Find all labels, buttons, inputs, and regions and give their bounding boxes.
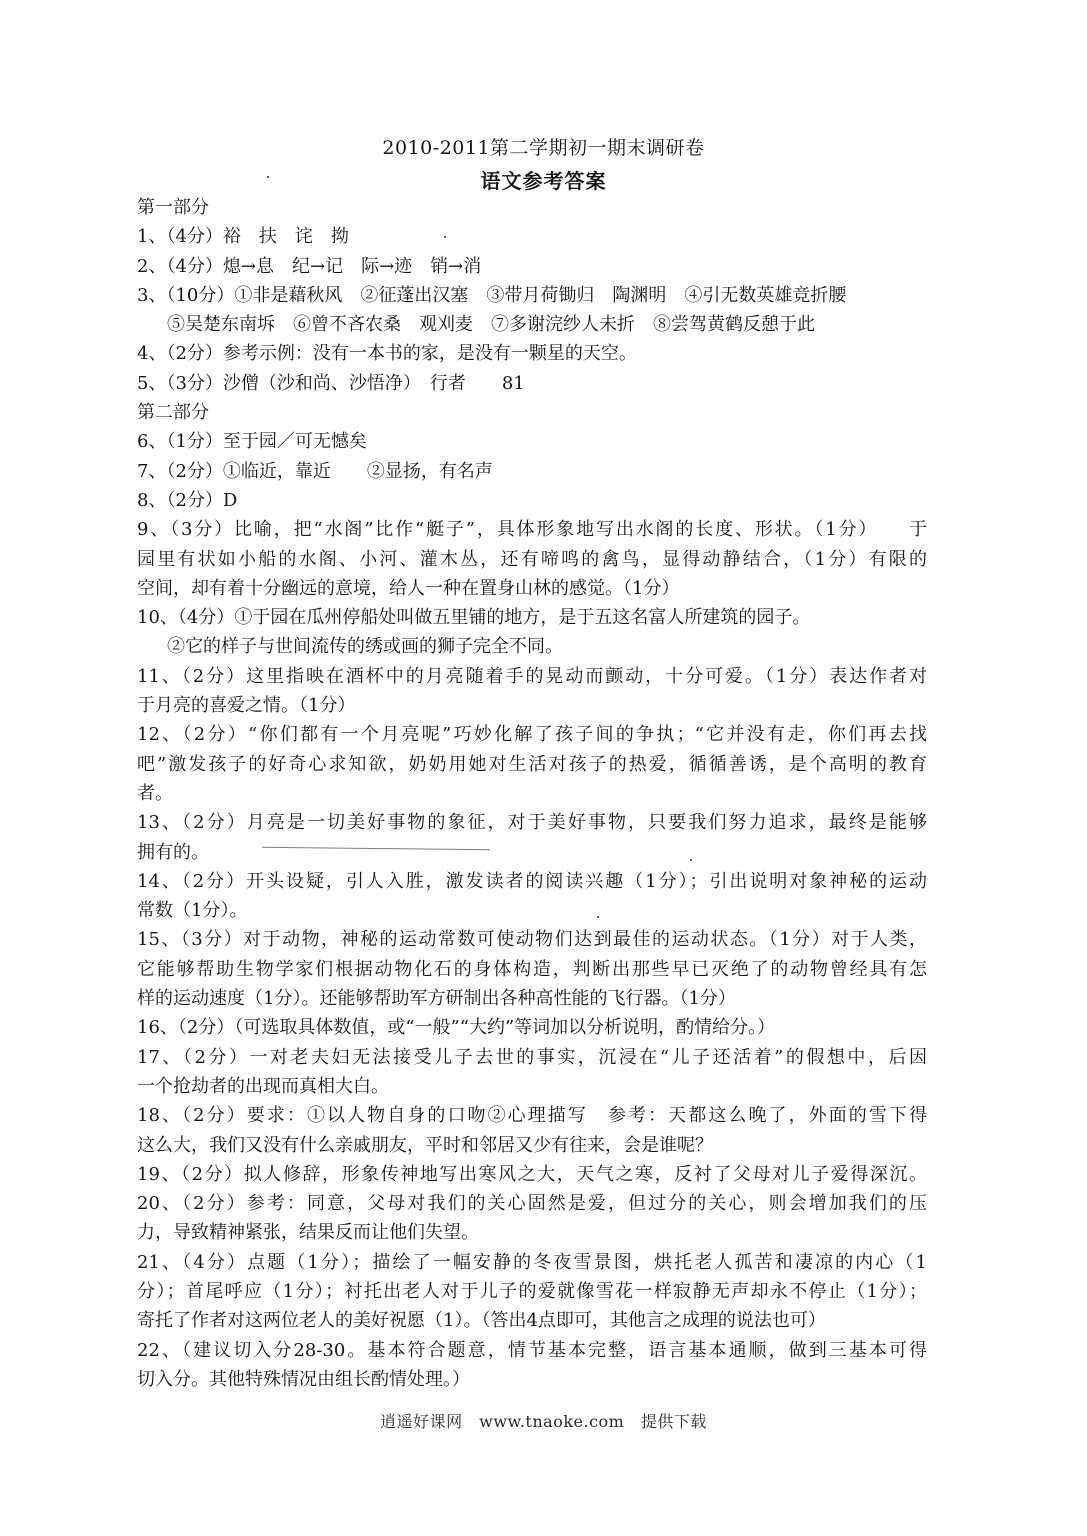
answer-line: 园里有状如小船的水阁、小河、灌木丛，还有啼鸣的禽鸟，显得动静结合，（1分）有限的 [137,548,927,570]
answer-line: 22、（建议切入分28-30。基本符合题意，情节基本完整，语言基本通顺，做到三基本可得 [137,1339,927,1361]
scan-speck [267,176,269,178]
answer-line: 2、（4分）熄→息 纪→记 际→迹 销→消 [137,255,482,277]
answer-line: 者。 [137,782,173,804]
answer-line: 于月亮的喜爱之情。（1分） [137,695,356,717]
answer-line: 15、（3分）对于动物，神秘的运动常数可使动物们达到最佳的运动状态。（1分）对于人类， [137,929,927,951]
answer-line: 这么大，我们又没有什么亲戚朋友，平时和邻居又少有往来，会是谁呢？ [137,1134,713,1156]
answer-line: 4、（2分）参考示例：没有一本书的家，是没有一颗星的天空。 [137,343,637,365]
answer-line: 空间，却有着十分幽远的意境，给人一种在置身山林的感觉。（1分） [137,577,680,599]
scan-speck [444,236,446,238]
answer-line: 样的运动速度（1分）。还能够帮助军方研制出各种高性能的飞行器。（1分） [137,988,736,1010]
answer-line: 21、（4分）点题（1分）；描绘了一幅安静的冬夜雪景图，烘托老人孤苦和凄凉的内心（1 [137,1251,927,1273]
answer-line: 8、（2分）D [137,489,238,511]
answer-line: 6、（1分）至于园／可无憾矣 [137,431,367,453]
answer-line: 常数（1分）。 [137,900,248,922]
answer-line: 切入分。其他特殊情况由组长酌情处理。） [137,1368,470,1390]
answer-line: 14、（2分）开头设疑，引人入胜，激发读者的阅读兴趣（1分）；引出说明对象神秘的运动 [137,870,927,892]
scan-speck [597,916,599,918]
answer-line: 力，导致精神紧张，结果反而让他们失望。 [137,1222,479,1244]
scan-speck [690,859,692,861]
section-heading: 第一部分 [137,197,209,218]
answer-line: 一个抢劫者的出现而真相大白。 [137,1075,389,1097]
answer-line: 分）；首尾呼应（1分）；衬托出老人对于儿子的爱就像雪花一样寂静无声却永不停止（1分）； [137,1280,927,1302]
document-title: 2010-2011第二学期初一期末调研卷 [382,137,705,159]
answer-line: 20、（2分）参考：同意，父母对我们的关心固然是爱，但过分的关心，则会增加我们的压 [137,1193,927,1215]
answer-line: 16、（2分）（可选取具体数值，或“一般”“大约”等词加以分析说明，酌情给分。） [137,1017,776,1039]
answer-line: 吧”激发孩子的好奇心求知欲，奶奶用她对生活对孩子的热爱，循循善诱，是个高明的教育 [137,753,927,775]
answer-content [137,193,927,1394]
answer-line: 1、（4分）裕 扶 诧 拗 [137,226,349,248]
answer-line: 17、（2分）一对老夫妇无法接受儿子去世的事实，沉浸在“儿子还活着”的假想中，后因 [137,1046,927,1068]
answer-line: 12、（2分）“你们都有一个月亮呢”巧妙化解了孩子间的争执；“它并没有走，你们再去找 [137,724,927,746]
answer-line: 9、（3分）比喻，把“水阁”比作“艇子”，具体形象地写出水阁的长度、形状。（1分） 于 [137,519,927,541]
section-heading: 第二部分 [137,402,209,424]
answer-line: 13、（2分）月亮是一切美好事物的象征，对于美好事物，只要我们努力追求，最终是能够 [137,812,927,834]
answer-line: 11、（2分）这里指映在酒杯中的月亮随着手的晃动而颤动，十分可爱。（1分）表达作者对 [137,665,927,687]
answer-line: 18、（2分）要求：①以人物自身的口吻②心理描写 参考：天都这么晚了，外面的雪下得 [137,1105,927,1127]
page-footer: 逍遥好课网 www.tnaoke.com 提供下载 [380,1412,707,1431]
answer-line: 它能够帮助生物学家们根据动物化石的身体构造，判断出那些早已灭绝了的动物曾经具有怎 [137,958,927,980]
answer-line: 19、（2分）拟人修辞，形象传神地写出寒风之大，天气之寒，反衬了父母对儿子爱得深沉。 [137,1163,927,1185]
answer-line: ②它的样子与世间流传的绣或画的狮子完全不同。 [167,636,563,658]
answer-line: 10、（4分）①于园在瓜州停船处叫做五里铺的地方，是于五这名富人所建筑的园子。 [137,607,811,629]
answer-line: 5、（3分）沙僧（沙和尚、沙悟净） 行者 81 [137,372,525,394]
answer-line: 3、（10分）①非是藉秋风 ②征蓬出汉塞 ③带月荷锄归 陶渊明 ④引无数英雄竞折腰 [137,284,847,306]
answer-line: ⑤吴楚东南坼 ⑥曾不吝农桑 观刈麦 ⑦多谢浣纱人未折 ⑧尝驾黄鹤反憩于此 [167,314,815,336]
answer-line: 拥有的。 [137,841,209,863]
answer-line: 寄托了作者对这两位老人的美好祝愿（1）。（答出4点即可，其他言之成理的说法也可） [137,1310,826,1332]
answer-line: 7、（2分）①临近，靠近 ②显扬，有名声 [137,460,493,482]
document-subtitle: 语文参考答案 [480,169,607,193]
